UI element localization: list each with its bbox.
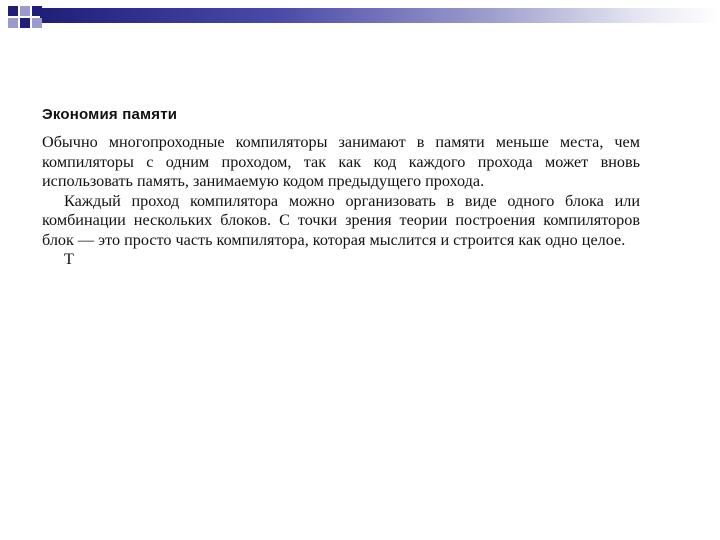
gradient-strip: [40, 8, 720, 23]
decor-square: [20, 18, 30, 28]
decor-square: [20, 6, 30, 16]
decor-square: [32, 18, 42, 28]
decorative-header-bar: [0, 0, 720, 30]
cut-off-line: Т: [64, 250, 74, 268]
paragraph: Каждый проход компилятора можно организовать в виде одного блока или комбинации нескольких блоков. С точки зрения теории построения компиляторов блок — это просто часть компилятора, которая мыслится и строится как одно целое.: [42, 191, 640, 249]
decor-square: [32, 6, 42, 16]
paragraph: Обычно многопроходные компиляторы занимают в памяти меньше места, чем компиляторы с одним проходом, так как код каждого прохода может вновь использовать память, занимаемую кодом предыдущего прохода.: [42, 133, 640, 190]
section-heading: Экономия памяти: [42, 106, 178, 123]
scanned-text-image: [36, 98, 652, 308]
decor-square: [8, 18, 18, 28]
decor-square: [8, 6, 18, 16]
